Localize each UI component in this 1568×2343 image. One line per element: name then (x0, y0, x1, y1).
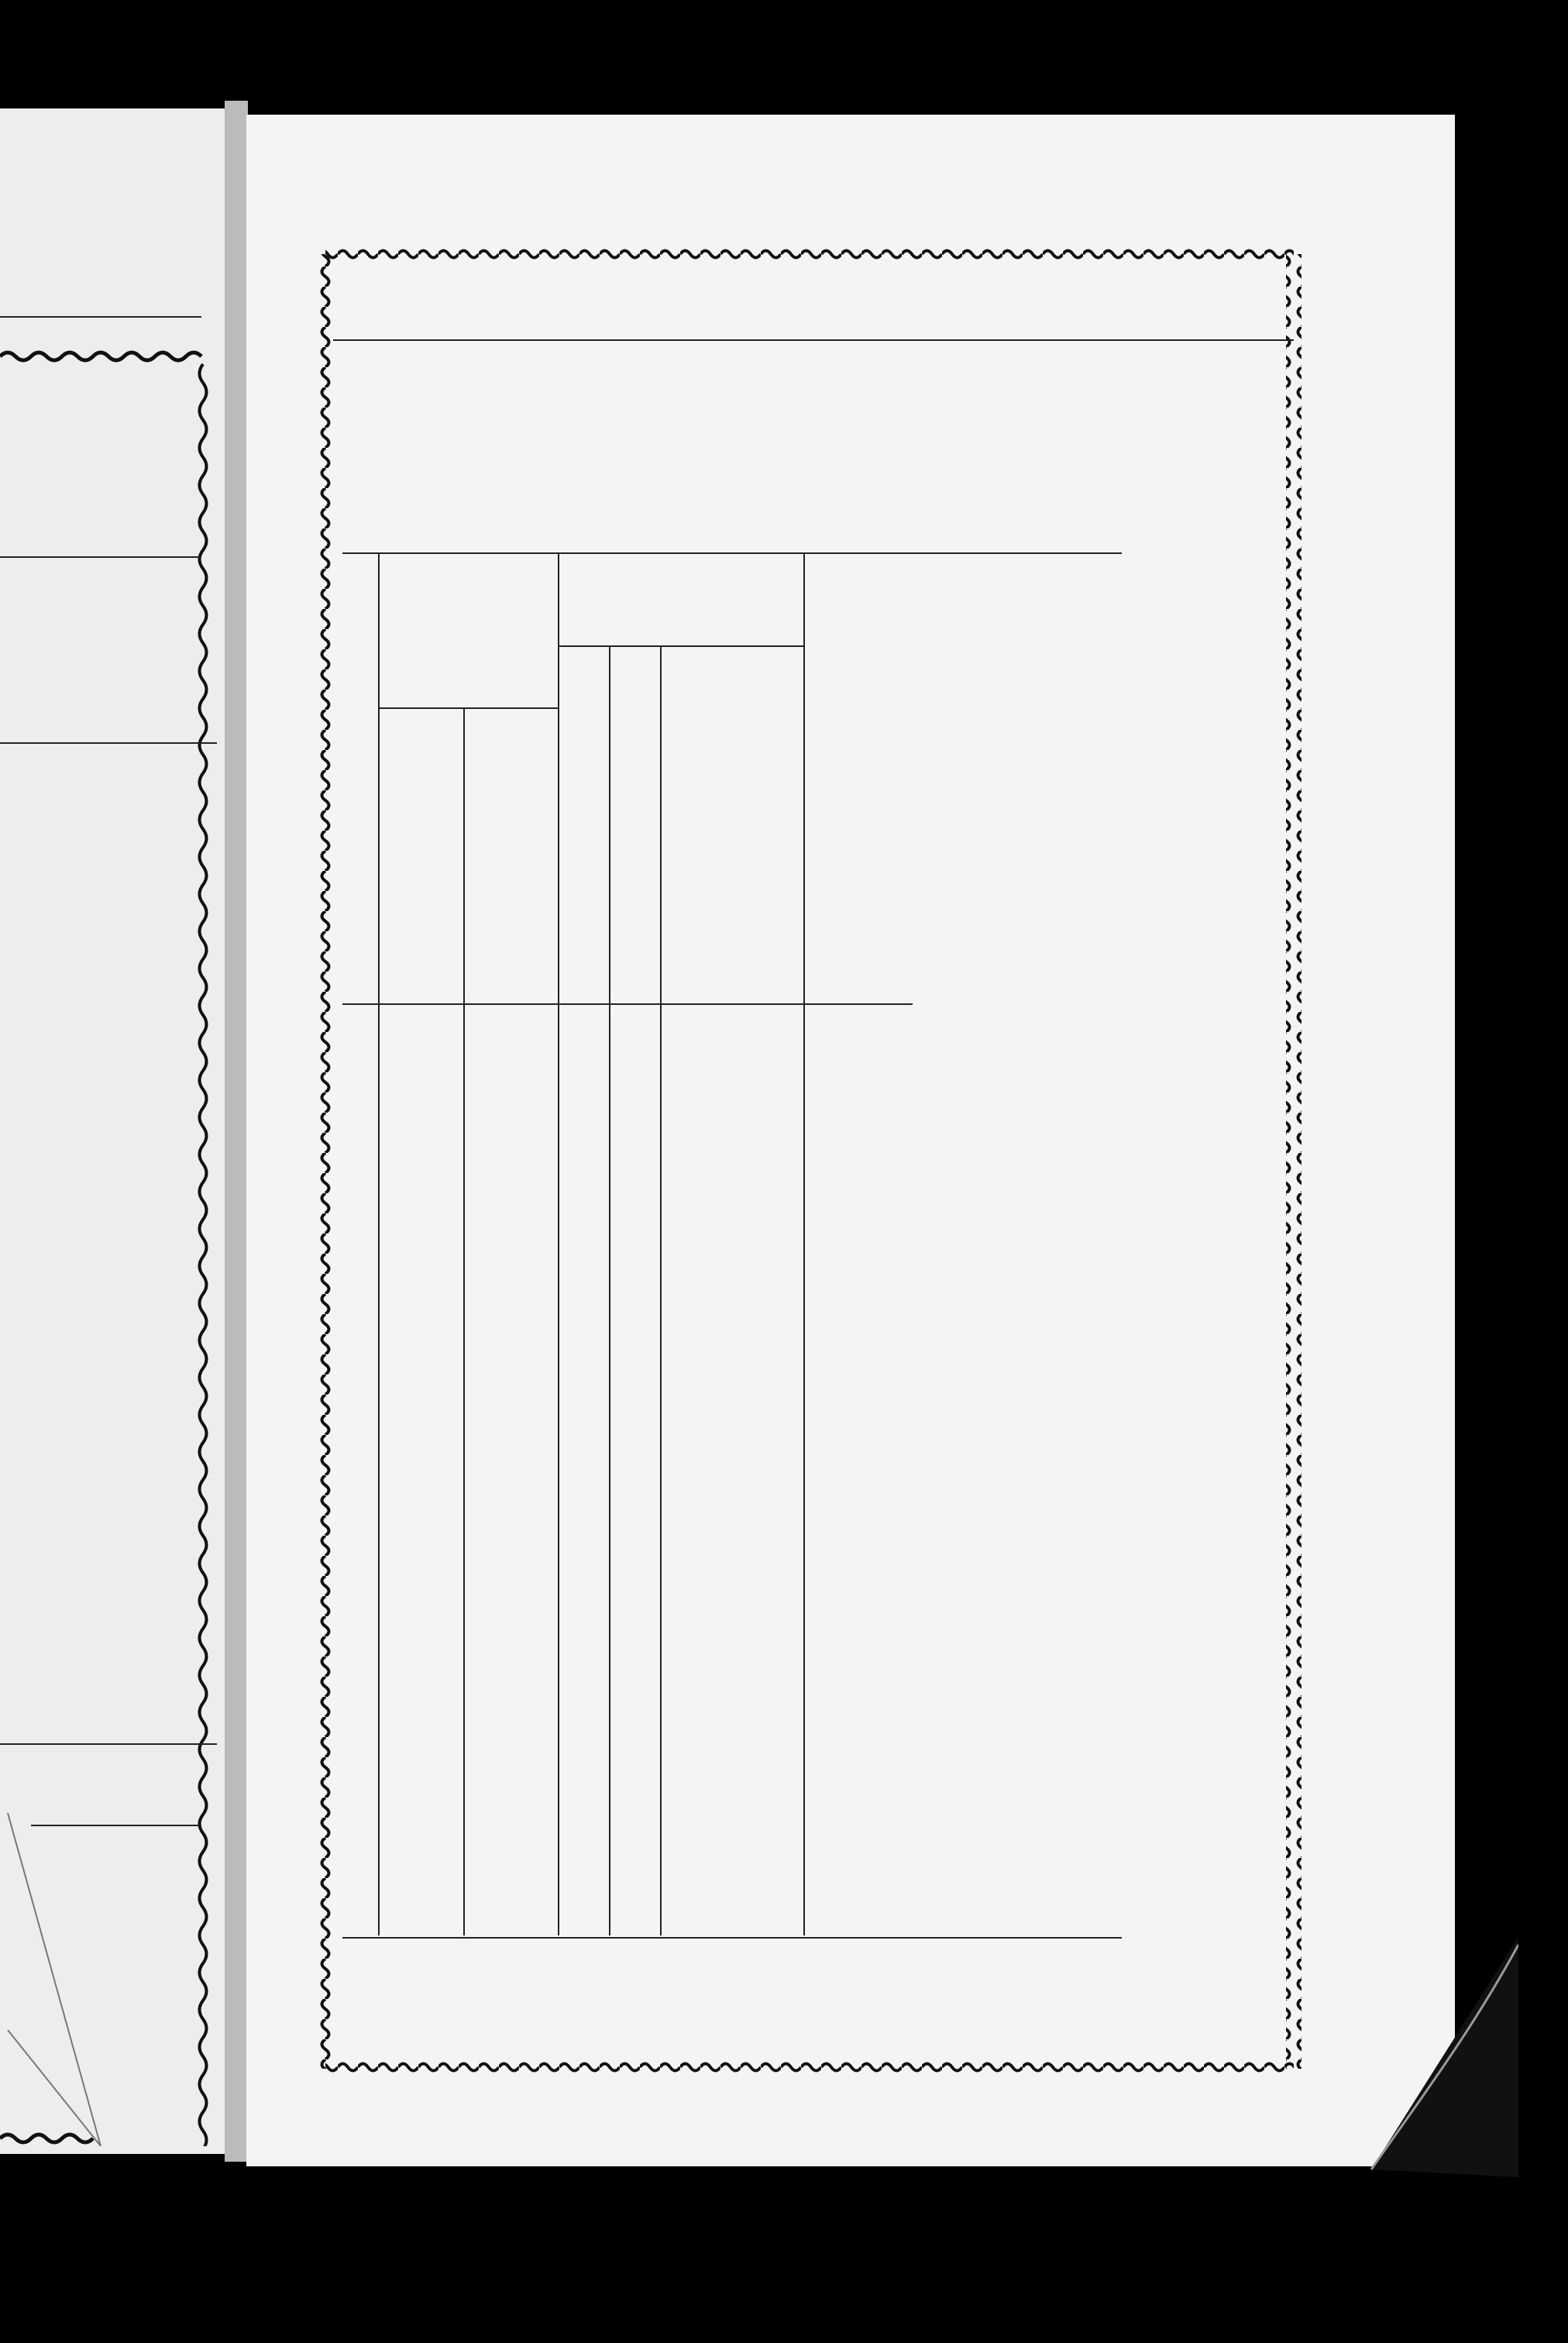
header-sets (618, 676, 649, 986)
table-divider (660, 645, 662, 1935)
table-divider (463, 707, 465, 1935)
left-page (0, 108, 225, 2154)
table-divider (558, 552, 559, 1935)
table-rule (342, 1003, 913, 1005)
table-divider (803, 552, 805, 1935)
table-divider (378, 552, 380, 1935)
table-rule (378, 707, 558, 709)
tide-sun-table (342, 552, 1122, 1935)
left-rule (0, 1743, 217, 1745)
left-rule (31, 1825, 201, 1826)
table-frame (342, 552, 1122, 1939)
header-equation (838, 552, 885, 1003)
left-rule (0, 556, 201, 558)
table-rule (558, 645, 803, 647)
table-divider (609, 645, 610, 1935)
header-rule (333, 339, 1294, 341)
header-rises (567, 676, 598, 986)
header-days-month (349, 552, 375, 1003)
page-fold (225, 101, 248, 2162)
left-page-border (0, 225, 209, 2146)
left-rule (0, 742, 217, 744)
page-curl (1363, 1937, 1518, 2177)
left-rule (0, 316, 201, 318)
